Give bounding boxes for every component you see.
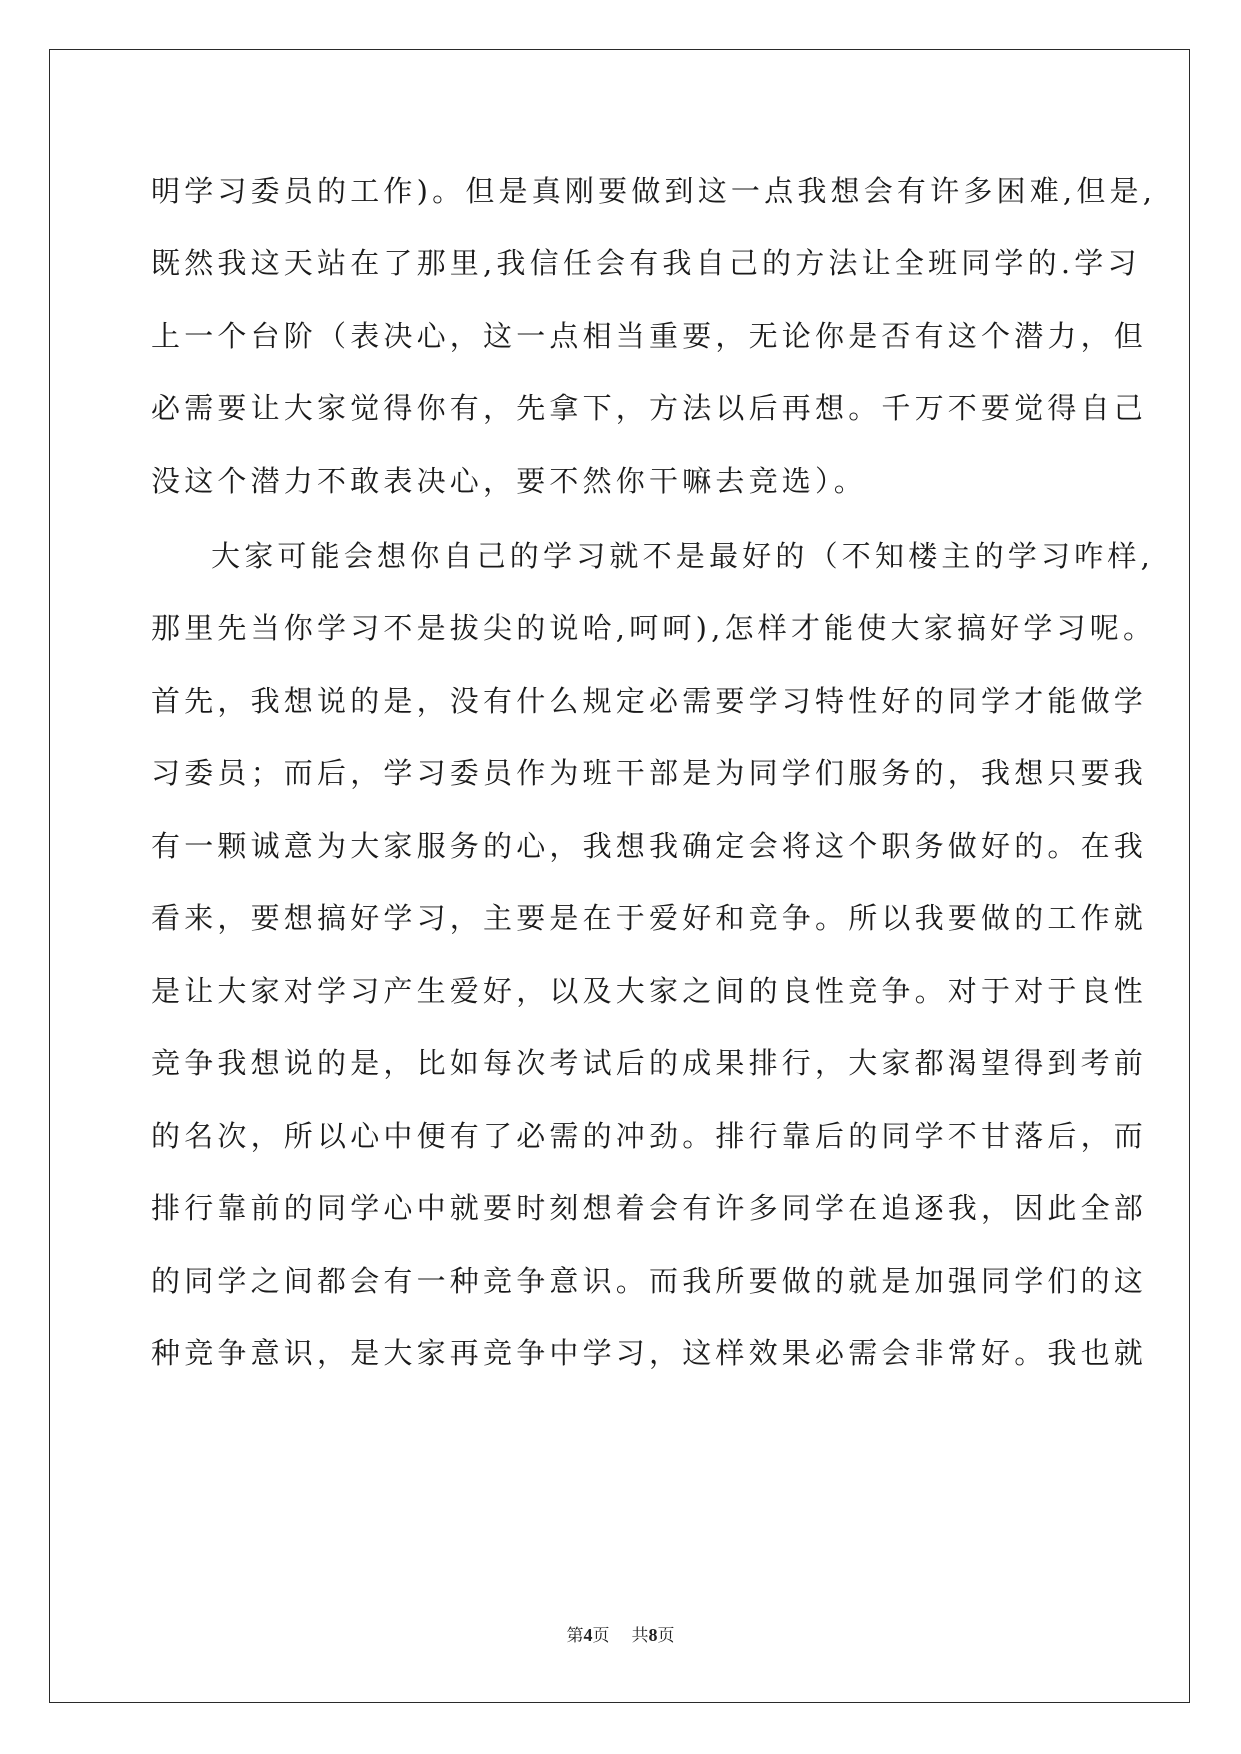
text-line: 明学习委员的工作)。但是真刚要做到这一点我想会有许多困难,但是, bbox=[151, 174, 1157, 208]
text-line: 有一颗诚意为大家服务的心，我想我确定会将这个职务做好的。在我 bbox=[151, 829, 1148, 863]
text-line: 习委员；而后，学习委员作为班干部是为同学们服务的，我想只要我 bbox=[151, 756, 1148, 790]
text-line: 必需要让大家觉得你有，先拿下，方法以后再想。千万不要觉得自己 bbox=[151, 391, 1148, 425]
page-suffix: 页 bbox=[592, 1626, 610, 1646]
total-prefix: 共 bbox=[631, 1626, 649, 1646]
text-line: 那里先当你学习不是拔尖的说哈,呵呵),怎样才能使大家搞好学习呢。 bbox=[151, 611, 1157, 645]
text-line: 种竞争意识，是大家再竞争中学习，这样效果必需会非常好。我也就 bbox=[151, 1336, 1148, 1370]
total-pages-number: 8 bbox=[648, 1625, 658, 1645]
text-line: 上一个台阶（表决心，这一点相当重要，无论你是否有这个潜力，但 bbox=[151, 319, 1148, 353]
page-border bbox=[49, 49, 1190, 1703]
text-line: 没这个潜力不敢表决心，要不然你干嘛去竞选）。 bbox=[151, 464, 867, 498]
text-line: 的同学之间都会有一种竞争意识。而我所要做的就是加强同学们的这 bbox=[151, 1264, 1148, 1298]
page-footer bbox=[0, 1624, 1241, 1647]
paragraph-start-line: 大家可能会想你自己的学习就不是最好的（不知楼主的学习咋样, bbox=[211, 539, 1155, 573]
current-page-number: 4 bbox=[583, 1625, 593, 1645]
text-line: 排行靠前的同学心中就要时刻想着会有许多同学在追逐我，因此全部 bbox=[151, 1191, 1148, 1225]
text-line: 竞争我想说的是，比如每次考试后的成果排行，大家都渴望得到考前 bbox=[151, 1046, 1148, 1080]
text-line: 既然我这天站在了那里,我信任会有我自己的方法让全班同学的.学习 bbox=[151, 246, 1141, 280]
text-line: 看来，要想搞好学习，主要是在于爱好和竞争。所以我要做的工作就 bbox=[151, 901, 1148, 935]
text-line: 的名次，所以心中便有了必需的冲劲。排行靠后的同学不甘落后，而 bbox=[151, 1119, 1148, 1153]
text-line: 首先，我想说的是，没有什么规定必需要学习特性好的同学才能做学 bbox=[151, 684, 1148, 718]
page-prefix: 第 bbox=[566, 1626, 584, 1646]
total-suffix: 页 bbox=[657, 1626, 675, 1646]
text-line: 是让大家对学习产生爱好，以及大家之间的良性竞争。对于对于良性 bbox=[151, 974, 1148, 1008]
